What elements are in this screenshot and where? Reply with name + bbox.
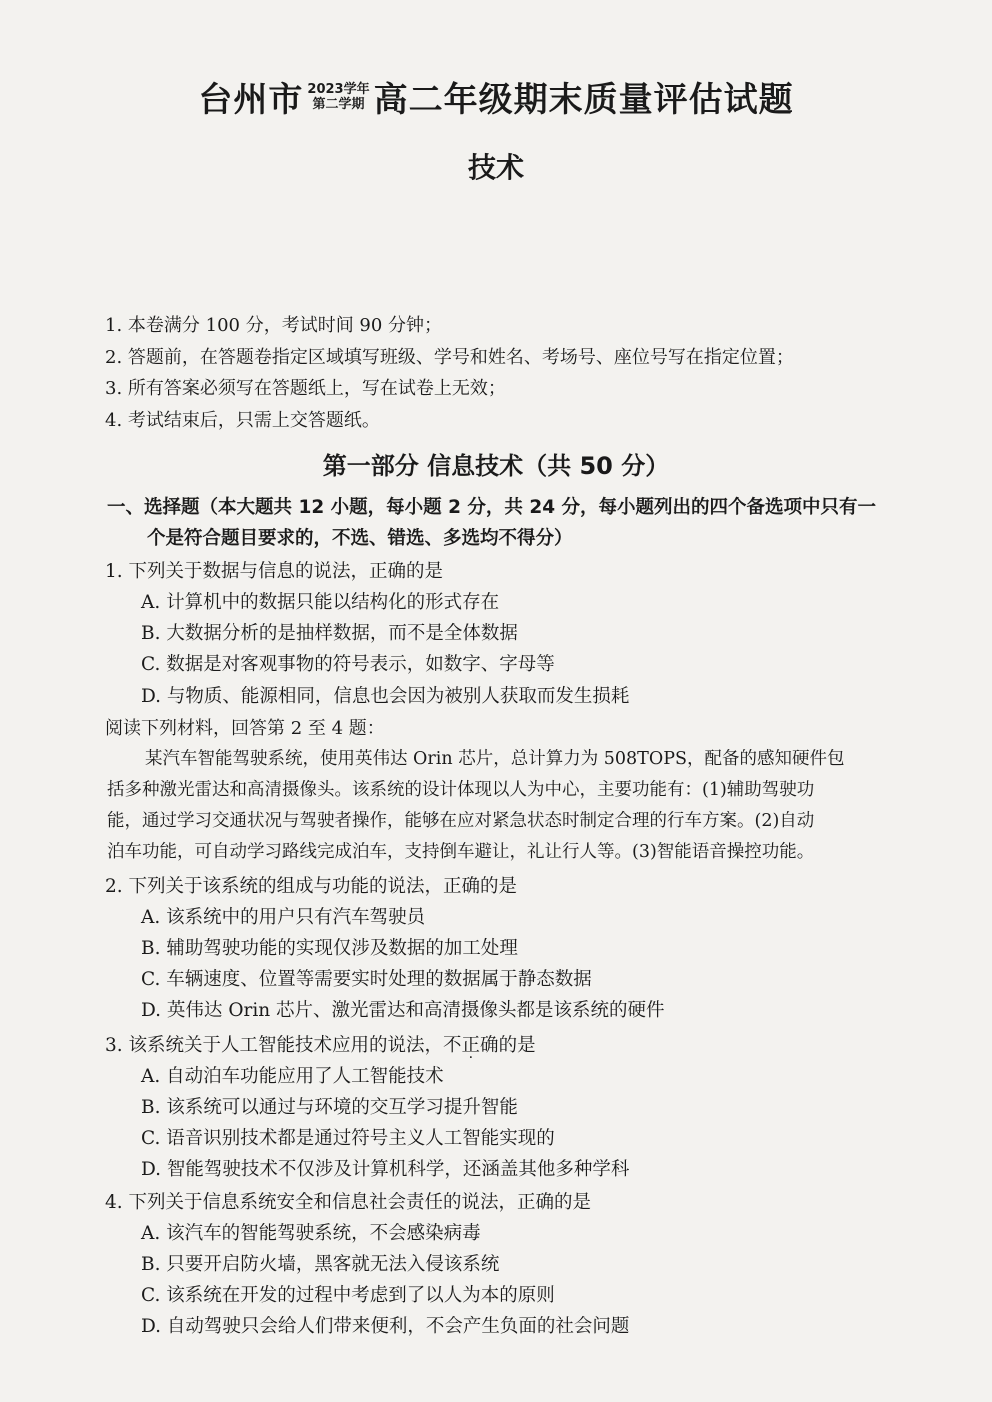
material-intro: 阅读下列材料，回答第 2 至 4 题：: [105, 718, 385, 739]
option-d: D. 自动驾驶只会给人们带来便利，不会产生负面的社会问题: [141, 1316, 630, 1337]
question-2: [105, 871, 945, 1026]
question-3: [105, 1030, 945, 1185]
part-title: 第一部分 信息技术（共 50 分）: [322, 452, 670, 480]
option-d: D. 英伟达 Orin 芯片、激光雷达和高清摄像头都是该系统的硬件: [141, 1000, 665, 1021]
option-a: A. 该汽车的智能驾驶系统，不会感染病毒: [141, 1223, 481, 1244]
question-1: [105, 556, 945, 714]
exam-notes: [105, 310, 935, 436]
question-stem: [105, 1030, 945, 1061]
note-item: 4. 考试结束后，只需上交答题纸。: [105, 409, 380, 431]
term-year: 2023学年: [307, 81, 370, 97]
title-main: 高二年级期末质量评估试题: [373, 80, 794, 120]
question-stem: 4. 下列关于信息系统安全和信息社会责任的说法，正确的是: [105, 1192, 592, 1213]
material-line: 某汽车智能驾驶系统，使用英伟达 Orin 芯片，总计算力为 508TOPS，配备的感知硬件包: [145, 749, 845, 769]
exam-title: [0, 72, 992, 121]
subject-title: 技术: [467, 151, 524, 184]
material-line: 能，通过学习交通状况与驾驶者操作，能够在应对紧急状态时制定合理的行车方案。(2)自动: [107, 811, 815, 831]
reading-material: [107, 744, 947, 868]
title-term: [307, 82, 369, 112]
option-a: A. 该系统中的用户只有汽车驾驶员: [141, 907, 426, 928]
option-c: C. 数据是对客观事物的符号表示，如数字、字母等: [141, 654, 555, 675]
material-line: 泊车功能，可自动学习路线完成泊车，支持倒车避让，礼让行人等。(3)智能语音操控功能。: [107, 842, 815, 862]
option-c: C. 语音识别技术都是通过符号主义人工智能实现的: [141, 1128, 555, 1149]
option-d: D. 与物质、能源相同，信息也会因为被别人获取而发生损耗: [141, 686, 630, 707]
title-city: 台州市: [198, 80, 304, 120]
section-heading: [107, 492, 947, 554]
stem-text: 3. 该系统关于人工智能技术应用的说法，: [105, 1035, 444, 1056]
section-heading-line: 一、选择题（本大题共 12 小题，每小题 2 分，共 24 分，每小题列出的四个备选项中只有一: [107, 497, 877, 518]
stem-text: 的是: [498, 1035, 536, 1056]
note-item: 2. 答题前，在答题卷指定区域填写班级、学号和姓名、考场号、座位号写在指定位置；: [105, 346, 794, 368]
option-b: B. 辅助驾驶功能的实现仅涉及数据的加工处理: [141, 938, 518, 959]
question-4: [105, 1187, 945, 1342]
question-stem: 1. 下列关于数据与信息的说法，正确的是: [105, 561, 444, 582]
question-stem: 2. 下列关于该系统的组成与功能的说法，正确的是: [105, 876, 518, 897]
option-b: B. 该系统可以通过与环境的交互学习提升智能: [141, 1097, 518, 1118]
note-item: 3. 所有答案必须写在答题纸上，写在试卷上无效；: [105, 378, 506, 399]
section-heading-line: 个是符合题目要求的，不选、错选、多选均不得分）: [147, 528, 573, 549]
stem-emphasis: 不正确: [443, 1035, 499, 1056]
option-a: A. 计算机中的数据只能以结构化的形式存在: [141, 592, 500, 613]
option-c: C. 车辆速度、位置等需要实时处理的数据属于静态数据: [141, 969, 592, 990]
option-c: C. 该系统在开发的过程中考虑到了以人为本的原则: [141, 1285, 555, 1306]
option-d: D. 智能驾驶技术不仅涉及计算机科学，还涵盖其他多种学科: [141, 1159, 630, 1180]
term-name: 第二学期: [312, 96, 365, 112]
note-item: 1. 本卷满分 100 分，考试时间 90 分钟；: [105, 315, 443, 336]
option-a: A. 自动泊车功能应用了人工智能技术: [141, 1066, 444, 1087]
option-b: B. 只要开启防火墙，黑客就无法入侵该系统: [141, 1254, 500, 1275]
option-b: B. 大数据分析的是抽样数据，而不是全体数据: [141, 623, 518, 644]
material-line: 括多种激光雷达和高清摄像头。该系统的设计体现以人为中心，主要功能有：(1)辅助驾驶功: [107, 780, 815, 800]
